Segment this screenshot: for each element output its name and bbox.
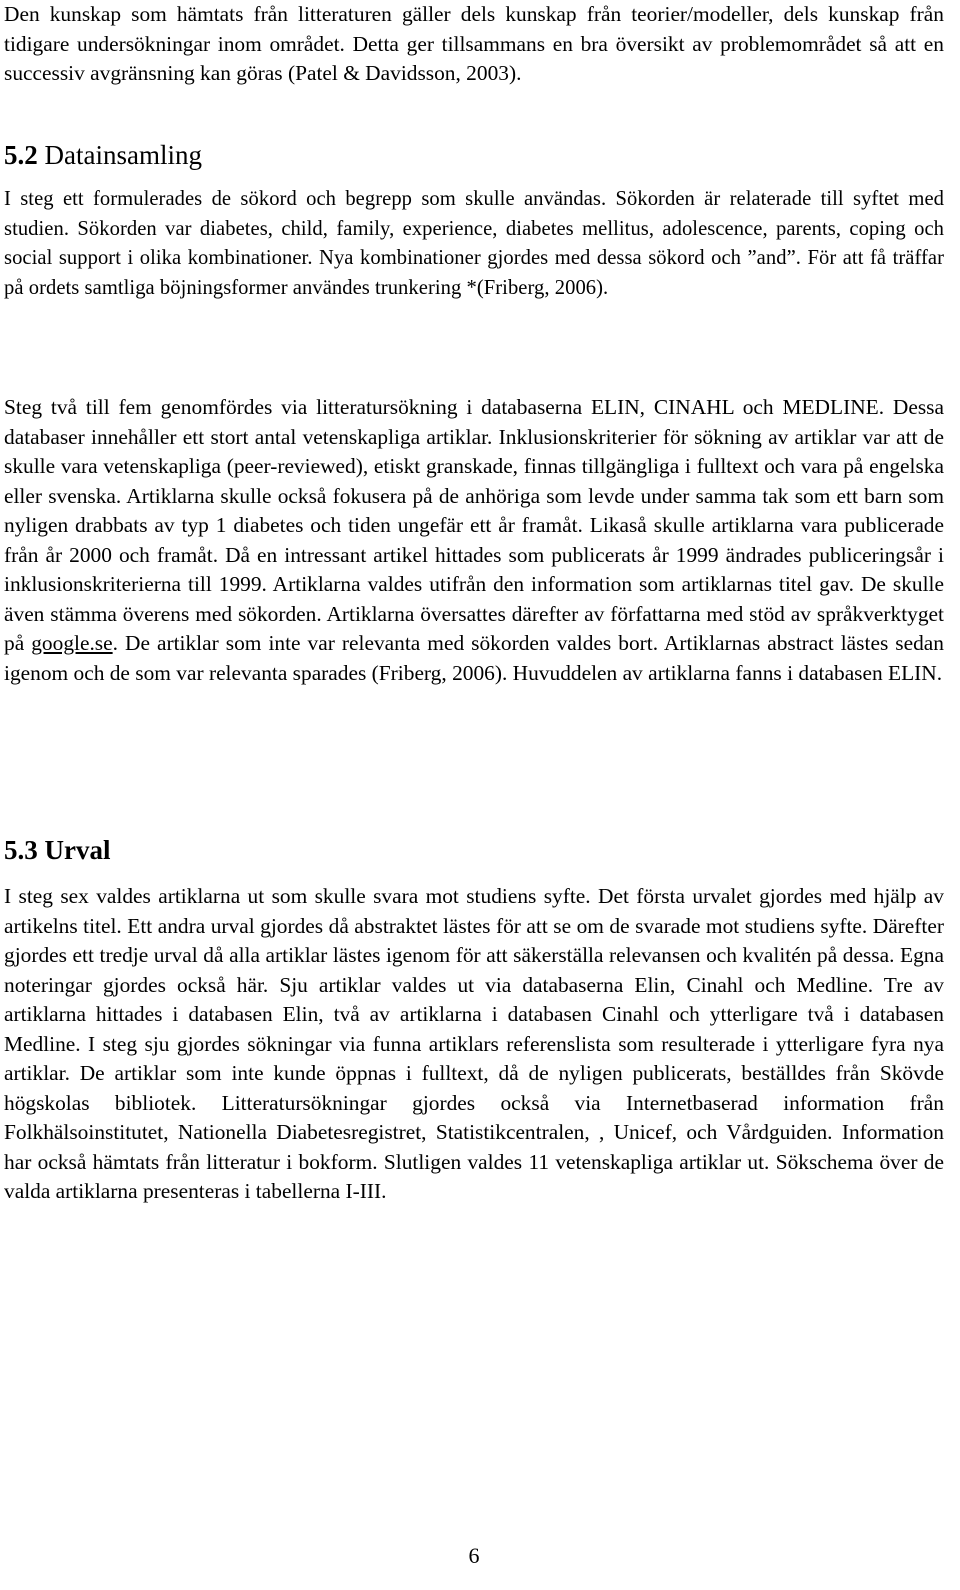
urval-paragraph: I steg sex valdes artiklarna ut som skulle svara mot studiens syfte. Det första urvalet gjordes med hjälp av artikelns titel. Ett andra urval gjordes då abstraktet lästes för att se om de svarade mot studiens syfte. Därefter gjordes ett tredje urval då alla artiklar lästes igenom för att säkerställa relevansen och kvalitén på dessa. Egna noteringar gjordes också här. Sju artiklar valdes ut via databaserna Elin, Cinahl och Medline. Tre av artiklarna hittades i databasen Elin, två av artiklarna i databasen Cinahl och ytterligare två i databasen Medline. I steg sju gjordes sökningar via funna artiklars referenslista som resulterade i ytterligare fyra nya artiklar. De artiklar som inte kunde öppnas i fulltext, då de nyligen publicerats, beställdes från Skövde högskolas bibliotek. Litteratursökningar gjordes också via Internetbaserad information från Folkhälsoinstitutet, Nationella Diabetesregistret, Statistikcentralen, , Unicef, och Vårdguiden. Information har också hämtats från litteratur i bokform. Slutligen valdes 11 vetenskapliga artiklar ut. Sökschema över de valda artiklarna presenteras i tabellerna I-III.	[4, 884, 944, 1203]
section-title: Urval	[44, 835, 111, 865]
section-number: 5.2	[4, 140, 38, 170]
paragraph-text: Steg två till fem genomfördes via litteratursökning i databaserna ELIN, CINAHL och MEDLINE. Dessa databaser innehåller ett stort antal vetenskapliga artiklar. Inklusionskriterier för sökning av artiklar var att de skulle vara vetenskapliga (peer-reviewed), etiskt granskade, finnas tillgängliga i fulltext och vara på engelska eller svenska. Artiklarna skulle också fokusera på de anhöriga som levde under samma tak som ett barn som nyligen drabbats av typ 1 diabetes och tiden ungefär ett år framåt. Likaså skulle artiklarna vara publicerade från år 2000 och framåt. Då en intressant artikel hittades som publicerats år 1999 ändrades publiceringsår i inklusionskriterierna till 1999. Artiklarna valdes utifrån den information som artiklarnas titel gav. De skulle även stämma överens med sökorden. Artiklarna översattes därefter av författarna med stöd av språkverktyget på	[4, 395, 944, 655]
google-link[interactable]: google.se	[31, 631, 113, 655]
paragraph-text: . De artiklar som inte var relevanta med sökorden valdes bort. Artiklarnas abstract lästes sedan igenom och de som var relevanta sparades (Friberg, 2006). Huvuddelen av artiklarna fanns i databasen ELIN.	[4, 631, 944, 685]
datainsamling-paragraph-1: I steg ett formulerades de sökord och begrepp som skulle användas. Sökorden är relaterade till syftet med studien. Sökorden var diabetes, child, family, experience, diabetes mellitus, adolescence, parents, coping och social support i olika kombinationer. Nya kombinationer gjordes med dessa sökord och ”and”. För att få träffar på ordets samtliga böjningsformer användes trunkering *(Friberg, 2006).	[4, 188, 944, 299]
datainsamling-paragraph-2	[4, 393, 944, 688]
section-heading-urval	[4, 833, 110, 867]
page-number: 6	[468, 1543, 480, 1568]
intro-paragraph: Den kunskap som hämtats från litteraturen gäller dels kunskap från teorier/modeller, dels kunskap från tidigare undersökningar inom området. Detta ger tillsammans en bra översikt av problemområdet så att en successiv avgränsning kan göras (Patel & Davidsson, 2003).	[4, 2, 944, 85]
section-title: Datainsamling	[44, 140, 202, 170]
section-number: 5.3	[4, 835, 38, 865]
section-heading-datainsamling	[4, 138, 202, 172]
